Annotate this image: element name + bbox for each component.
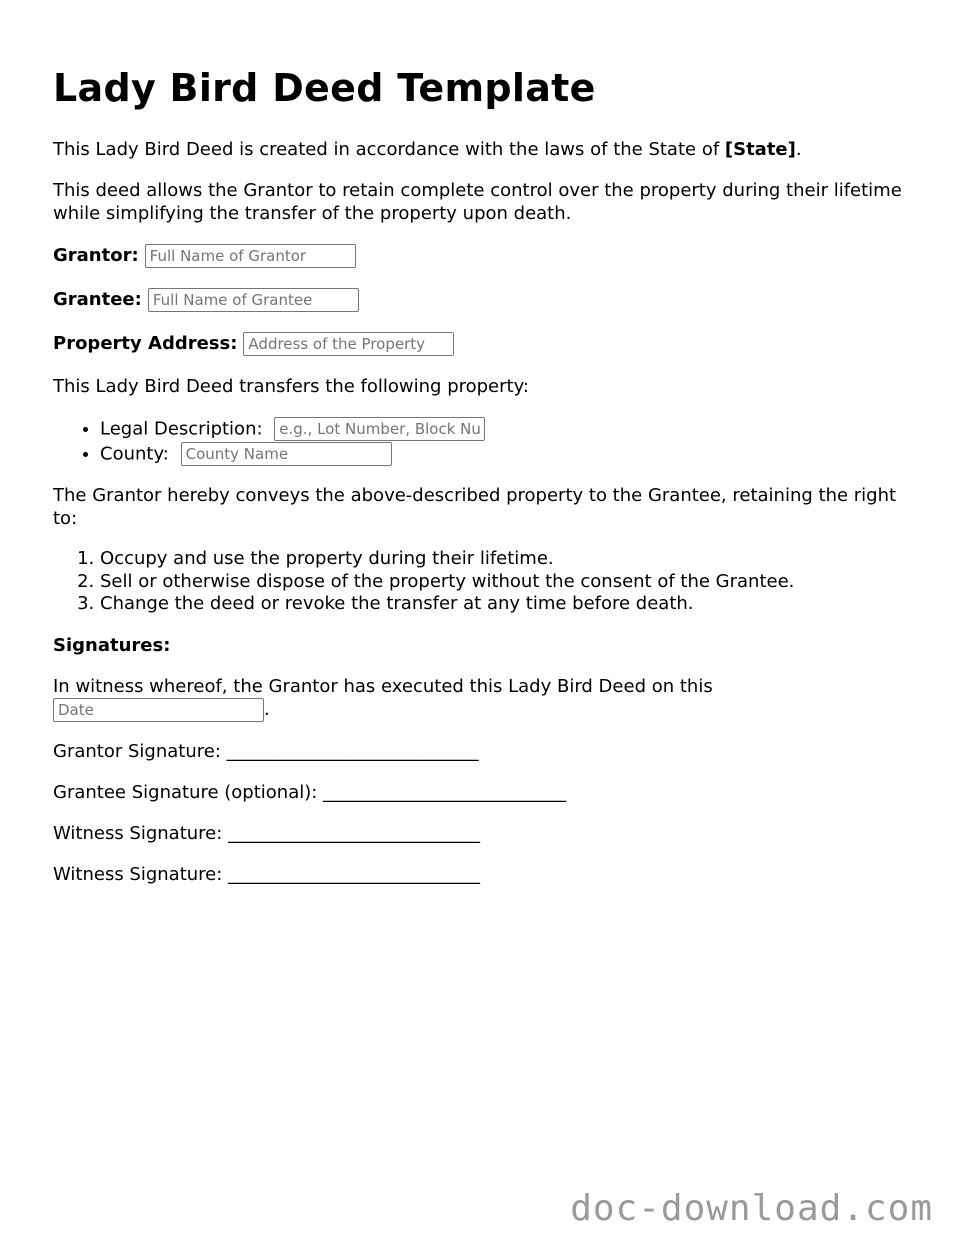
witness-text: In witness whereof, the Grantor has executed this Lady Bird Deed on this <box>53 675 713 697</box>
intro-paragraph <box>53 138 903 161</box>
intro-period: . <box>795 139 802 160</box>
rights-list <box>53 548 903 616</box>
date-input[interactable] <box>53 698 264 722</box>
date-period: . <box>264 698 270 720</box>
grantor-input[interactable] <box>145 244 356 268</box>
grantor-row <box>53 243 903 269</box>
signatures-heading-text: Signatures: <box>53 634 171 656</box>
right-item: 2. Sell or otherwise dispose of the property without the consent of the Grantee. <box>100 571 903 594</box>
county-input[interactable] <box>181 442 392 466</box>
witness-signature-line: Witness Signature: ____________________________ <box>53 822 481 844</box>
transfer-paragraph: This Lady Bird Deed transfers the following property: <box>53 376 529 397</box>
right-item: 1. Occupy and use the property during their lifetime. <box>100 548 903 571</box>
description-paragraph: This deed allows the Grantor to retain complete control over the property during their lifetime while simplifying the transfer of the property upon death. <box>53 180 902 224</box>
list-item-county <box>100 441 903 466</box>
list-item-legal-description <box>100 416 903 441</box>
state-placeholder: [State] <box>724 139 796 160</box>
grantee-signature-line: Grantee Signature (optional): ___________________________ <box>53 781 567 803</box>
grantee-row <box>53 287 903 313</box>
grantee-input[interactable] <box>148 288 359 312</box>
witness-signature-line: Witness Signature: ____________________________ <box>53 863 481 885</box>
grantee-label: Grantee: <box>53 289 142 310</box>
grantor-label: Grantor: <box>53 245 139 266</box>
property-address-row <box>53 331 903 357</box>
watermark: doc-download.com <box>570 1188 933 1229</box>
county-label: County: <box>100 443 169 465</box>
document-page <box>53 64 903 904</box>
page-title: Lady Bird Deed Template <box>53 66 596 110</box>
property-address-label: Property Address: <box>53 333 238 354</box>
date-row <box>53 698 903 722</box>
signatures-heading <box>53 634 903 657</box>
legal-description-label: Legal Description: <box>100 418 263 440</box>
conveys-paragraph: The Grantor hereby conveys the above-described property to the Grantee, retaining the right to: <box>53 485 897 529</box>
grantor-signature-line: Grantor Signature: ____________________________ <box>53 740 479 762</box>
property-list <box>53 416 903 466</box>
intro-text: This Lady Bird Deed is created in accordance with the laws of the State of <box>53 139 725 160</box>
right-item: 3. Change the deed or revoke the transfer at any time before death. <box>100 593 903 616</box>
property-address-input[interactable] <box>243 332 454 356</box>
witness-paragraph <box>53 675 903 722</box>
legal-description-input[interactable] <box>274 417 485 441</box>
